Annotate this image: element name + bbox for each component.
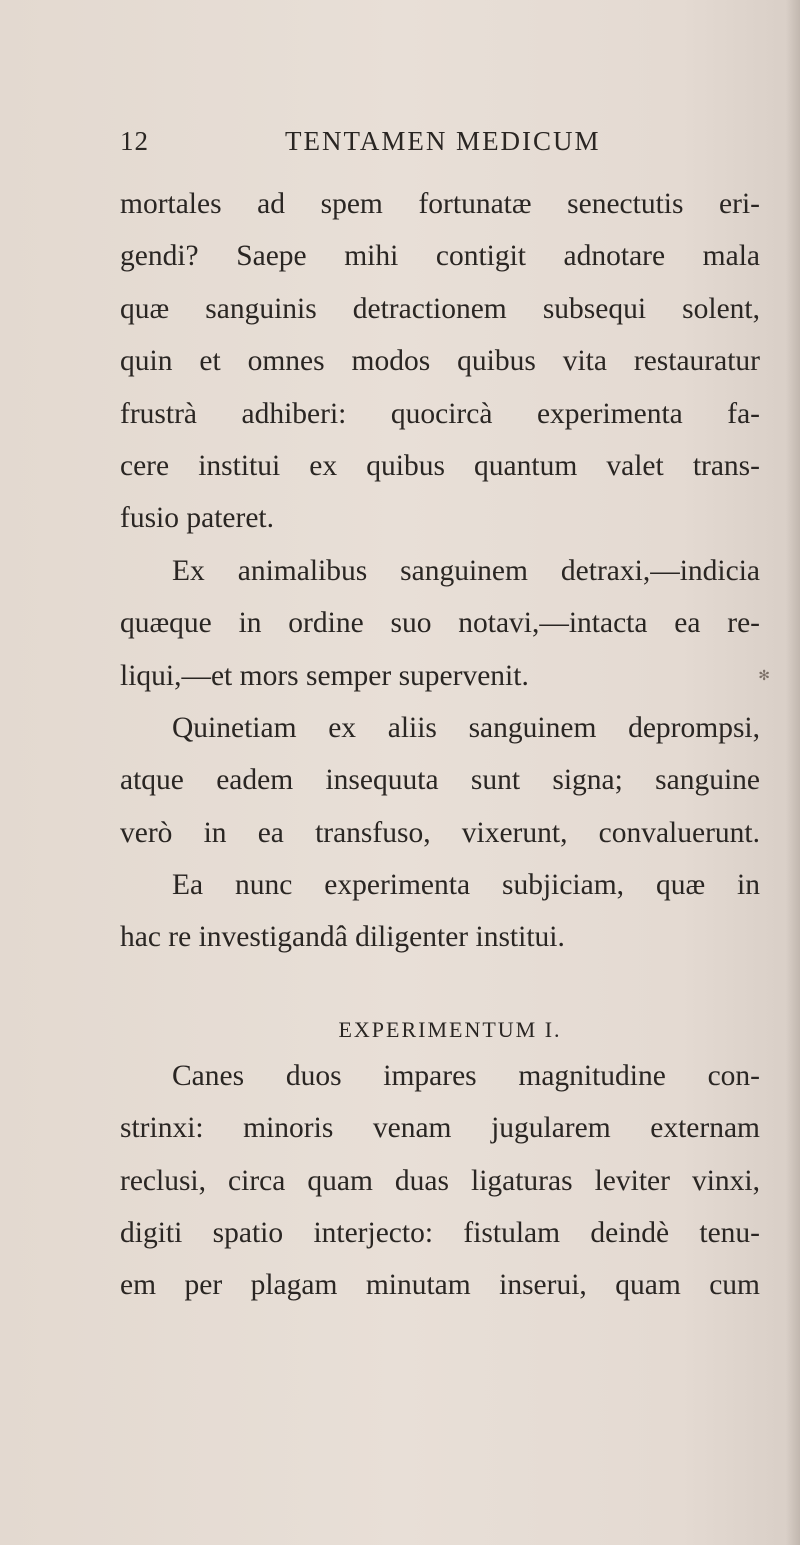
text-line: gendi? Saepe mihi contigit adnotare mala [120, 240, 760, 273]
text-line: digiti spatio interjecto: fistulam deindè tenu- [120, 1217, 760, 1250]
text-line: verò in ea transfuso, vixerunt, convaluerunt. [120, 816, 760, 849]
text-line: fusio pateret. [120, 502, 274, 535]
text-line: quæque in ordine suo notavi,—intacta ea re- [120, 607, 760, 640]
section-heading: EXPERIMENTUM I. [338, 1016, 562, 1042]
text-line: quæ sanguinis detractionem subsequi solent, [120, 292, 760, 325]
paragraph-1 [120, 178, 760, 545]
text-line: em per plagam minutam inserui, quam cum [120, 1269, 760, 1302]
running-title: TENTAMEN MEDICUM [285, 126, 601, 156]
paragraph-3 [120, 702, 760, 859]
text-line: Ea nunc experimenta subjiciam, quæ in [172, 869, 760, 902]
page-edge-shadow [786, 0, 800, 1545]
text-line: Ex animalibus sanguinem detraxi,—indicia [172, 554, 760, 587]
ink-speck-mark: ✻ [758, 669, 770, 684]
text-line: Quinetiam ex aliis sanguinem deprompsi, [172, 711, 760, 744]
paragraph-5 [120, 1050, 760, 1312]
text-line: strinxi: minoris venam jugularem externam [120, 1112, 760, 1145]
text-line: Canes duos impares magnitudine con- [172, 1059, 760, 1092]
running-head [120, 126, 680, 166]
text-line: atque eadem insequuta sunt signa; sanguine [120, 764, 760, 797]
text-line: frustrà adhiberi: quocircà experimenta fa- [120, 397, 760, 430]
body-text [120, 178, 760, 1312]
text-line: reclusi, circa quam duas ligaturas leviter vinxi, [120, 1164, 760, 1197]
text-line: liqui,—et mors semper supervenit. [120, 659, 529, 692]
paragraph-2 [120, 545, 760, 702]
page-number: 12 [120, 126, 149, 156]
text-line: hac re investigandâ diligenter institui. [120, 921, 565, 954]
text-line: mortales ad spem fortunatæ senectutis eri- [120, 188, 760, 220]
section-gap [120, 964, 760, 994]
text-line: quin et omnes modos quibus vita restauratur [120, 345, 760, 378]
paragraph-4 [120, 859, 760, 964]
text-line: cere institui ex quibus quantum valet trans- [120, 449, 760, 482]
